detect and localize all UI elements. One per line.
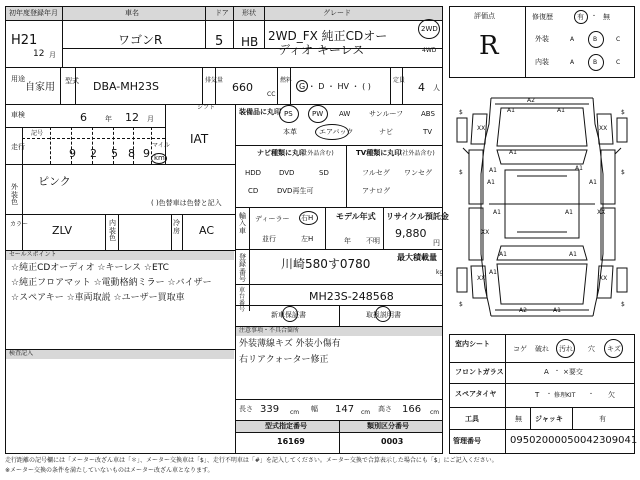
width-unit: cm xyxy=(361,409,371,416)
diagram-mark: A1 xyxy=(589,179,597,186)
fuel-label: 燃料 xyxy=(280,77,293,84)
navi-sd: SD xyxy=(319,169,329,177)
length-unit: cm xyxy=(290,409,300,416)
shift-label: シフト xyxy=(197,104,216,111)
diagram-mark: A1 xyxy=(489,269,497,276)
ext-a: A xyxy=(570,36,575,43)
cc-unit: CC xyxy=(267,91,276,98)
sales-line-1: ☆純正CDオーディオ ☆キーレス ☆ETC xyxy=(11,263,169,273)
mileage-label: 走行 xyxy=(11,143,25,151)
equip-tv: TV xyxy=(423,128,433,136)
inspector-label: 検査記入 xyxy=(9,350,34,357)
inspector-header xyxy=(6,350,234,359)
spare-none: 欠 xyxy=(608,391,615,399)
mileage-digit-5: 9 xyxy=(143,147,150,160)
drive-badge: 2WD xyxy=(421,25,438,33)
manual-label: 取扱説明書 xyxy=(366,311,401,319)
mileage-sub-label: 記号 xyxy=(31,130,44,137)
footer-line-2: ※メーター交換の条件を満たしていないものはメーター改ざん車となります。 xyxy=(5,467,214,474)
fuel-options: G ・ D ・ HV ・ ( ) xyxy=(299,82,371,91)
recycle-label: リサイクル預託金 xyxy=(386,212,449,221)
width-value: 147 xyxy=(335,404,355,415)
ext-b: B xyxy=(593,36,598,43)
equip-abs: ABS xyxy=(421,110,435,118)
max-load-kg: kg xyxy=(436,269,444,276)
diagram-mark: XX xyxy=(599,125,608,132)
type-number: 16169 xyxy=(277,437,305,446)
height-unit: cm xyxy=(430,409,440,416)
diagram-mark: A1 xyxy=(569,251,577,258)
interior-color-label: 内装色 xyxy=(109,219,116,243)
model-code: DBA-MH23S xyxy=(93,80,160,93)
mile-label: マイル xyxy=(152,142,170,149)
management-label: 管理番号 xyxy=(453,437,481,445)
capacity-label: 定員 xyxy=(393,77,406,84)
tools-label: 工具 xyxy=(465,415,479,423)
first-reg-label: 初年度登録年月 xyxy=(9,9,58,17)
mileage-digit-1: 9 xyxy=(69,147,76,160)
inspection-month: 12 xyxy=(125,111,139,124)
seat-scratch: キズ xyxy=(607,345,621,353)
seat-koge: コゲ xyxy=(513,345,527,353)
sales-label: セールスポイント xyxy=(9,251,57,258)
diagram-mark: A1 xyxy=(557,107,565,114)
shift-value: IAT xyxy=(190,132,209,146)
chassis-label: 車台番号 xyxy=(239,287,246,313)
capacity-value: 4 xyxy=(418,81,425,94)
spare-tire-label: スペアタイヤ xyxy=(455,390,497,398)
diagram-mark: A1 xyxy=(509,149,517,156)
mileage-digit-2: 2 xyxy=(90,147,97,160)
chassis-value: MH23S-248568 xyxy=(309,290,394,303)
diagram-mark: XX xyxy=(481,229,490,236)
spare-t: T xyxy=(535,391,540,399)
tv-analog: アナログ xyxy=(362,187,390,195)
recycle-value: 9,880 xyxy=(395,227,427,240)
recycle-yen: 円 xyxy=(433,239,440,247)
mileage-digit-3: 5 xyxy=(111,147,118,160)
int-c: C xyxy=(616,59,621,66)
diagram-mark: A2 xyxy=(519,307,527,314)
model-label: 型式 xyxy=(65,77,79,85)
notes-line-2: 右リアクォーター修正 xyxy=(239,355,329,365)
car-name-label: 車名 xyxy=(125,9,139,17)
interior-sheet-label: 室内シート xyxy=(455,340,490,348)
score-label: 評価点 xyxy=(474,12,495,20)
equip-sunroof: サンルーフ xyxy=(369,110,404,118)
spare-kit: 修理KIT xyxy=(554,392,576,399)
km-label: km xyxy=(154,154,165,162)
int-b: B xyxy=(593,59,598,66)
max-load-label: 最大積載量 xyxy=(397,253,437,262)
diagram-mark: A1 xyxy=(487,179,495,186)
diagram-mark: XX xyxy=(477,125,486,132)
displacement-value: 660 xyxy=(232,81,253,94)
score-value: R xyxy=(479,31,499,61)
management-value: 09502000050042309041 xyxy=(510,435,638,446)
equip-leather: 本革 xyxy=(283,128,297,136)
body-shape: HB xyxy=(241,35,259,49)
grade-line-2: ディオ キーレス xyxy=(278,43,365,57)
door-label: ドア xyxy=(215,9,229,17)
inspection-year-unit: 年 xyxy=(105,115,112,123)
shape-label: 形状 xyxy=(242,9,256,17)
svg-text:$: $ xyxy=(621,109,625,116)
grade-label: グレード xyxy=(323,9,351,17)
import-left: 左H xyxy=(301,235,314,243)
diagram-mark: XX xyxy=(477,275,486,282)
height-label: 高さ xyxy=(378,405,392,413)
diagram-mark: A1 xyxy=(575,165,583,172)
diagram-mark: A1 xyxy=(553,307,561,314)
use-value: 自家用 xyxy=(25,82,55,93)
diagram-mark: A1 xyxy=(493,209,501,216)
svg-text:$: $ xyxy=(459,109,463,116)
color-value: ピンク xyxy=(38,175,71,188)
class-number-label: 類別区分番号 xyxy=(367,422,409,430)
seat-hole: 穴 xyxy=(588,345,595,353)
ac-value: AC xyxy=(199,224,215,237)
inspection-year: 6 xyxy=(80,111,87,124)
seat-stain: 汚れ xyxy=(559,345,573,353)
inspection-month-unit: 月 xyxy=(147,115,154,123)
color-code: ZLV xyxy=(52,224,72,237)
sales-line-3: ☆スペアキー ☆車両取説 ☆ユーザー買取車 xyxy=(11,293,185,303)
jack-value: 有 xyxy=(599,415,606,423)
import-dealer: ディーラー xyxy=(255,215,290,223)
navi-cd: CD xyxy=(248,187,259,195)
diagram-mark: A1 xyxy=(499,251,507,258)
equip-navi: ナビ xyxy=(379,128,393,136)
class-number: 0003 xyxy=(381,437,404,446)
car-damage-diagram xyxy=(449,84,635,328)
color-label: 外装色 xyxy=(11,183,18,207)
height-value: 166 xyxy=(402,404,422,415)
drive-sub: 4WD xyxy=(422,47,437,54)
type-number-label: 型式指定番号 xyxy=(265,422,307,430)
equip-ps: PS xyxy=(284,110,293,118)
ac-label: 冷房 xyxy=(173,219,180,235)
tv-fullseg: フルセグ xyxy=(362,169,390,177)
int-a: A xyxy=(570,59,575,66)
sales-line-2: ☆純正フロアマット ☆電動格納ミラー ☆バイザー xyxy=(11,278,212,288)
mileage-digit-4: 8 xyxy=(128,147,135,160)
plate-label: 登録番号 xyxy=(239,253,246,284)
import-label: 輸入車 xyxy=(239,212,246,235)
diagram-mark: A1 xyxy=(507,107,515,114)
model-year-unit: 年 xyxy=(344,237,351,245)
svg-text:$: $ xyxy=(621,169,625,176)
equip-aw: AW xyxy=(339,110,351,118)
diagram-mark: A1 xyxy=(565,209,573,216)
repair-label: 修復歴 xyxy=(532,13,553,21)
color-code-label: カラー xyxy=(10,221,29,228)
diagram-mark: A2 xyxy=(527,97,535,104)
tv-label: TV種類に丸印 xyxy=(356,149,402,157)
displacement-label: 排気量 xyxy=(205,77,224,84)
tv-oneseg: ワンセグ xyxy=(404,169,432,177)
equip-pw: PW xyxy=(312,110,324,118)
navi-sub: (社外品含む) xyxy=(299,150,334,157)
capacity-unit: 人 xyxy=(433,84,440,92)
ext-c: C xyxy=(616,36,621,43)
tv-sub: (社外品含む) xyxy=(400,150,435,157)
notes-line-1: 外装薄線キズ 外装小傷有 xyxy=(239,339,341,349)
interior-grade-label: 内装 xyxy=(535,58,549,66)
diagram-mark: XX xyxy=(599,275,608,282)
plate-value: 川崎580す0780 xyxy=(281,257,371,271)
windshield-label: フロントガラス xyxy=(455,368,504,376)
diagram-mark: XX xyxy=(597,209,606,216)
notes-label: 注意事項・不具合箇所 xyxy=(239,327,300,334)
repair-yes: 有 xyxy=(577,13,584,21)
navi-hdd: HDD xyxy=(245,169,262,177)
inspection-label: 車検 xyxy=(11,111,25,119)
first-reg-month: 12 xyxy=(33,49,45,59)
svg-text:$: $ xyxy=(459,301,463,308)
length-label: 長さ xyxy=(239,405,253,413)
grade-line-1: 2WD_FX 純正CDオー xyxy=(268,29,388,43)
tools-value: 無 xyxy=(515,415,522,423)
svg-text:$: $ xyxy=(621,301,625,308)
exterior-label: 外装 xyxy=(535,35,549,43)
import-parallel: 並行 xyxy=(262,235,276,243)
use-label: 用途 xyxy=(11,75,25,83)
warranty-label: 新車保証書 xyxy=(271,311,306,319)
model-year-label: モデル年式 xyxy=(336,212,376,221)
first-reg-era: H21 xyxy=(11,33,38,48)
equip-airbag: エアバック xyxy=(319,128,354,136)
repair-no: 無 xyxy=(603,13,610,21)
navi-dvd: DVD xyxy=(279,169,295,177)
seat-tear: 破れ xyxy=(535,345,549,353)
width-label: 幅 xyxy=(311,405,318,413)
door-count: 5 xyxy=(215,34,224,49)
color-note: ( )色替車は色替と記入 xyxy=(151,199,222,207)
navi-dvd-play: DVD再生可 xyxy=(277,187,314,195)
windshield-a: A xyxy=(544,368,549,376)
svg-text:$: $ xyxy=(459,169,463,176)
model-year-unknown: 不明 xyxy=(366,237,380,245)
diagram-mark: A1 xyxy=(489,167,497,174)
first-reg-month-unit: 月 xyxy=(49,51,56,59)
windshield-x: ×要交 xyxy=(563,368,583,376)
equipment-label: 装備品に丸印 xyxy=(239,108,281,116)
navi-label: ナビ種類に丸印 xyxy=(257,149,306,157)
import-right: 右H xyxy=(301,214,314,222)
length-value: 339 xyxy=(260,404,280,415)
jack-label: ジャッキ xyxy=(535,415,563,423)
car-name: ワゴンR xyxy=(118,33,163,47)
footer-line-1: 走行距離の記号欄には「メーター改ざん車は「＊」、メーター交換車は「$」、走行不明車は「#」を記入してください。メーター交換で合算表示した場合にも「$」にご記入ください。 xyxy=(5,457,498,464)
auction-sheet: 初年度登録年月 車名 ドア 形状 グレード H21 12 月 ワゴンR 5 HB 2WD_FX 純正CDオー ディオ キーレス 2WD 4WD 用途 自家用 型式 DBA-MH23S 排気量 660 CC 燃料 G ・ D ・ HV ・ ( ) 定員 4 人 車検 6 年 12 月 シフト IAT 走行 記号 9 2 5 8 9 マイル km 外装色 ピンク ( )色替車は色替と記入 カラー ZLV 内装色 冷房 AC セールスポイント ☆純正CDオーディオ ☆キーレス ☆ETC ☆純正フロアマット ☆電動格納ミラー ☆バイザー ☆スペアキー ☆車両取説 ☆ユーザー買取車 検査記入 装備品に丸印 PS PW AW サンルーフ ABS 本革 エアバック ナビ TV ナビ種類に丸印 (社外品含む) HDD DVD SD CD DVD再生可 TV種類に丸印 (社外品含む) フルセグ ワンセグ アナログ 輸入車 ディーラー 右H 並行 左H モデル年式 年 不明 リサイクル預託金 9,880 円 最大積載量 kg 登録番号 川崎580す0780 車台番号 MH23S-248568 新車保証書 取扱説明書 注意事項・不具合箇所 外装薄線キズ 外装小傷有 右リアクォーター修正 長さ 339 cm 幅 147 cm 高さ 166 cm 型式指定番号 類別区分番号 16169 0003 評価点 R 修復歴 有 ・ 無 外装 A B C 内装 A B C $ $ $ $ $ $ A2 A1 A1 A1 XX XX A1 A1 XX A1 A1 XX A1 A1 A1 A1 A1 XX XX A2 A1 室内シート コゲ 破れ 汚れ 穴 キズ フロントガラス A ・ ×要交 スペアタイヤ T ・ 修理KIT ・ 欠 工具 無 ジャッキ 有 管理番号 09502000050042309041 xyxy=(5,6,635,456)
